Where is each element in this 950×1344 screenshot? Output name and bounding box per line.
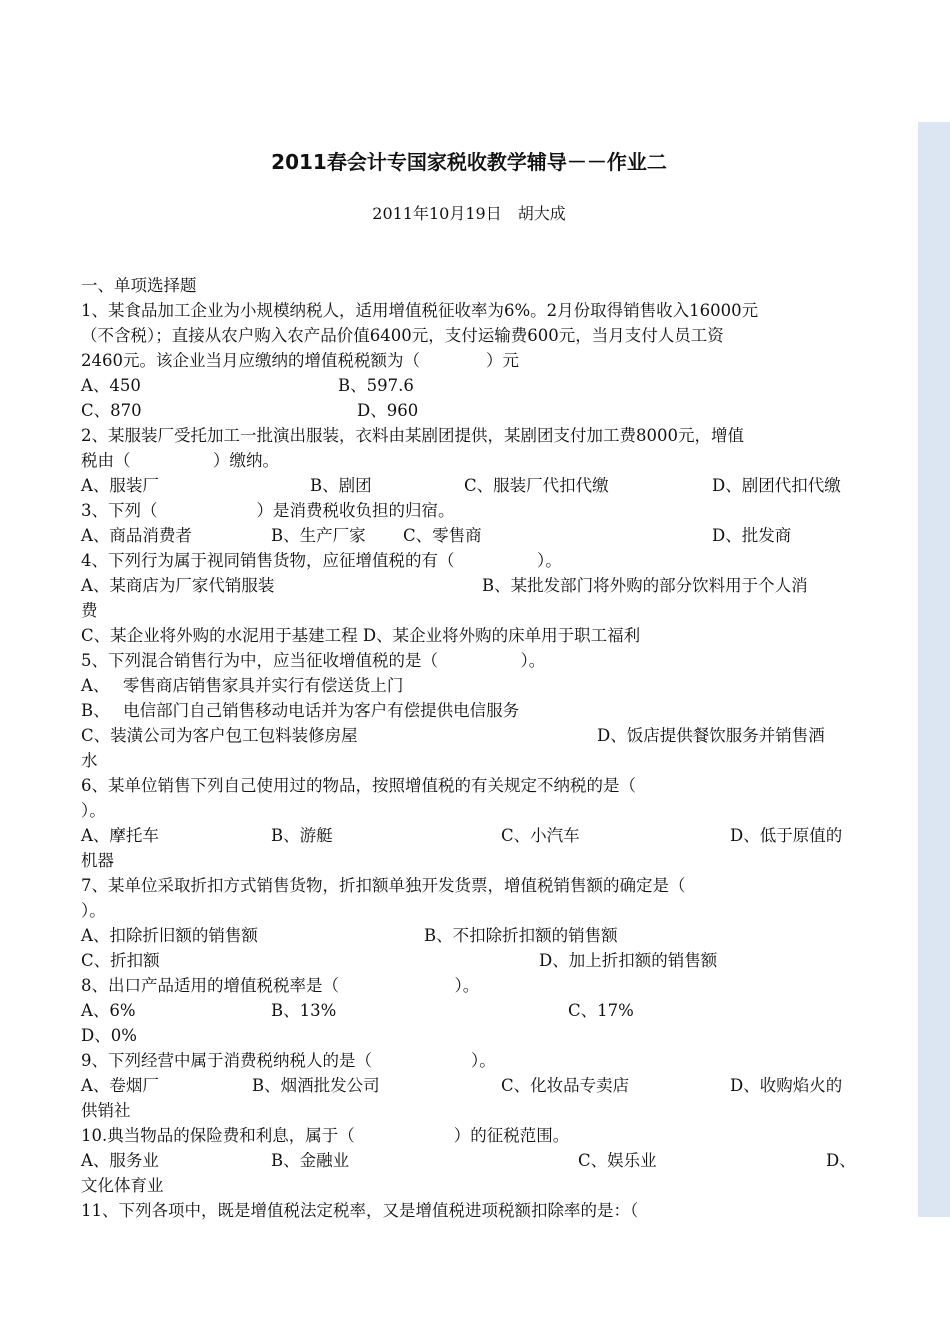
text-line: 7、某单位采取折扣方式销售货物，折扣额单独开发货票，增值税销售额的确定是（ <box>81 876 686 895</box>
text-line: 9、下列经营中属于消费税纳税人的是（ ）。 <box>81 1051 496 1070</box>
option-line <box>81 473 861 498</box>
answer-option: D、960 <box>357 401 419 420</box>
option-line <box>81 573 861 598</box>
text-line: ）。 <box>81 901 106 920</box>
answer-option: D、低于原值的 <box>730 826 843 845</box>
answer-option: A、摩托车 <box>81 826 159 845</box>
answer-option: D、 <box>826 1151 856 1170</box>
answer-option: A、服务业 <box>81 1151 159 1170</box>
answer-option: B、剧团 <box>310 476 372 495</box>
scrollbar-track[interactable] <box>918 122 950 1217</box>
answer-option: C、小汽车 <box>501 826 580 845</box>
answer-option: C、折扣额 <box>81 951 160 970</box>
option-line <box>81 948 861 973</box>
text-line: 税由（ ）缴纳。 <box>81 451 279 470</box>
answer-option: C、870 <box>81 401 142 420</box>
text-line: （不含税）；直接从农户购入农产品价值6400元，支付运输费600元，当月支付人员工资 <box>81 326 724 345</box>
answer-option: A、服装厂 <box>81 476 159 495</box>
answer-option: D、加上折扣额的销售额 <box>539 951 718 970</box>
answer-option: C、娱乐业 <box>578 1151 657 1170</box>
option-line <box>81 998 861 1023</box>
answer-option: A、卷烟厂 <box>81 1076 159 1095</box>
text-line: B、 电信部门自己销售移动电话并为客户有偿提供电信服务 <box>81 701 520 720</box>
section-heading: 一、单项选择题 <box>81 276 197 295</box>
answer-option: B、不扣除折扣额的销售额 <box>424 926 618 945</box>
text-line: 水 <box>81 751 98 770</box>
text-line: 5、下列混合销售行为中，应当征收增值税的是（ ）。 <box>81 651 546 670</box>
text-line: 机器 <box>81 851 114 870</box>
answer-option: C、零售商 <box>403 526 482 545</box>
text-line: A、 零售商店销售家具并实行有偿送货上门 <box>81 676 404 695</box>
text-line: 1、某食品加工企业为小规模纳税人，适用增值税征收率为6%。2月份取得销售收入16000元 <box>81 301 759 320</box>
answer-option: B、烟酒批发公司 <box>252 1076 380 1095</box>
answer-option: A、6% <box>81 1001 136 1020</box>
answer-option: B、13% <box>271 1001 337 1020</box>
text-line: 4、下列行为属于视同销售货物，应征增值税的有（ ）。 <box>81 551 562 570</box>
answer-option: D、批发商 <box>712 526 792 545</box>
text-line: ）。 <box>81 801 106 820</box>
text-line: 2、某服装厂受托加工一批演出服装，衣料由某剧团提供，某剧团支付加工费8000元，增值 <box>81 426 744 445</box>
text-line: 2460元。该企业当月应缴纳的增值税税额为（ ）元 <box>81 351 519 370</box>
answer-option: B、生产厂家 <box>271 526 366 545</box>
option-line <box>81 823 861 848</box>
option-line <box>81 398 861 423</box>
option-line <box>81 523 861 548</box>
answer-option: B、金融业 <box>271 1151 350 1170</box>
answer-option: A、某商店为厂家代销服装 <box>81 576 275 595</box>
document-title: 2011春会计专国家税收教学辅导－－作业二 <box>271 150 667 174</box>
answer-option: D、饭店提供餐饮服务并销售酒 <box>597 726 825 745</box>
date-author-line: 2011年10月19日 胡大成 <box>372 204 566 223</box>
text-line: C、某企业将外购的水泥用于基建工程 D、某企业将外购的床单用于职工福利 <box>81 626 641 645</box>
answer-option: C、17% <box>568 1001 634 1020</box>
answer-option: B、某批发部门将外购的部分饮料用于个人消 <box>482 576 808 595</box>
answer-option: C、服装厂代扣代缴 <box>464 476 609 495</box>
option-line <box>81 373 861 398</box>
text-line: 费 <box>81 601 98 620</box>
answer-option: A、商品消费者 <box>81 526 192 545</box>
option-line <box>81 1148 861 1173</box>
option-line <box>81 923 861 948</box>
option-line <box>81 1073 861 1098</box>
answer-option: C、化妆品专卖店 <box>501 1076 630 1095</box>
answer-option: D、收购焰火的 <box>730 1076 843 1095</box>
question-list <box>81 273 861 1223</box>
answer-option: C、装潢公司为客户包工包料装修房屋 <box>81 726 358 745</box>
answer-option: A、450 <box>81 376 141 395</box>
answer-option: A、扣除折旧额的销售额 <box>81 926 258 945</box>
answer-option: B、游艇 <box>271 826 333 845</box>
text-line: 11、下列各项中，既是增值税法定税率，又是增值税进项税额扣除率的是：（ <box>81 1201 639 1220</box>
answer-option: D、剧团代扣代缴 <box>712 476 841 495</box>
text-line: D、0% <box>81 1026 137 1045</box>
option-line <box>81 723 861 748</box>
answer-option: B、597.6 <box>338 376 414 395</box>
text-line: 10.典当物品的保险费和利息，属于（ ）的征税范围。 <box>81 1126 570 1145</box>
text-line: 6、某单位销售下列自己使用过的物品，按照增值税的有关规定不纳税的是（ <box>81 776 636 795</box>
text-line: 3、下列（ ）是消费税收负担的归宿。 <box>81 501 455 520</box>
text-line: 文化体育业 <box>81 1176 164 1195</box>
text-line: 供销社 <box>81 1101 131 1120</box>
text-line: 8、出口产品适用的增值税税率是（ ）。 <box>81 976 480 995</box>
